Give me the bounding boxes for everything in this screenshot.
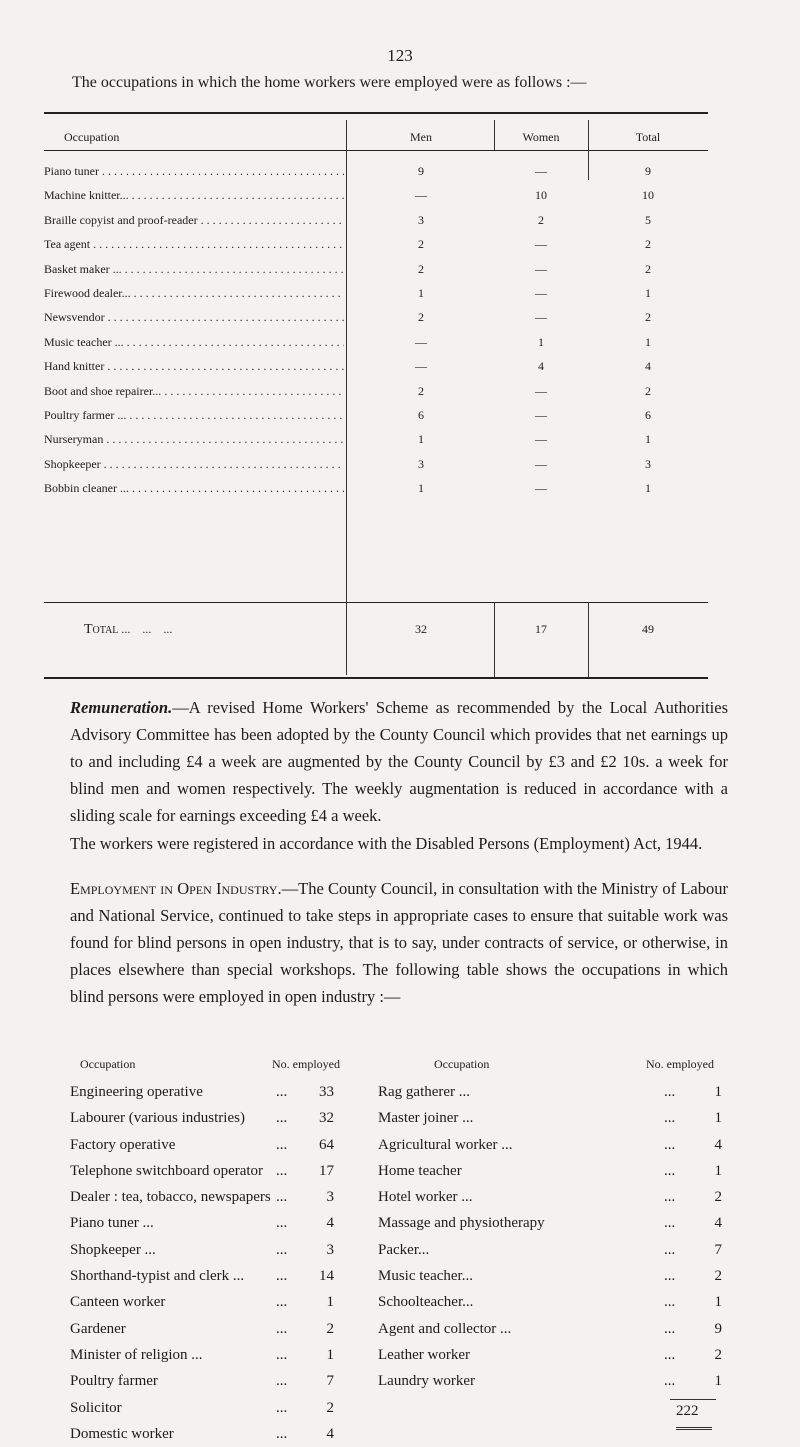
item-count: 7 — [714, 1241, 722, 1258]
row-total: 1 — [645, 481, 651, 496]
row-women: 2 — [538, 212, 544, 227]
row-men: — — [415, 334, 427, 349]
row-men: 9 — [418, 164, 424, 178]
row-men: 2 — [418, 383, 424, 398]
table-row — [44, 237, 708, 261]
item-occupation: Domestic worker — [70, 1425, 174, 1442]
table-row — [44, 481, 708, 505]
column-divider — [494, 602, 495, 677]
leader-dots: ... — [276, 1136, 288, 1153]
leader-dots: ... — [276, 1084, 288, 1100]
leader-dots: ... — [664, 1189, 676, 1206]
list-item — [378, 1316, 728, 1342]
list-item — [70, 1263, 350, 1289]
row-occupation: Braille copyist and proof-reader . . . — [44, 213, 344, 228]
list-item — [70, 1421, 350, 1447]
list-item — [70, 1210, 350, 1236]
item-count: 1 — [326, 1346, 334, 1363]
leader-dots: ... — [664, 1162, 676, 1179]
leader-dots: ... — [276, 1110, 288, 1127]
item-occupation: Agricultural worker ... — [378, 1136, 513, 1153]
leader-dots: ... — [664, 1241, 676, 1258]
item-count: 2 — [326, 1320, 334, 1337]
item-count: 2 — [714, 1189, 722, 1206]
list-item — [378, 1342, 728, 1368]
leader-dots: ... — [664, 1294, 676, 1311]
item-occupation: Factory operative — [70, 1136, 176, 1153]
row-men: — — [415, 359, 427, 374]
open-industry-paragraph — [70, 875, 728, 1010]
row-men: 2 — [418, 237, 424, 252]
table-row — [44, 384, 708, 408]
item-occupation: Solicitor — [70, 1399, 122, 1416]
table-row — [44, 188, 708, 212]
item-occupation: Packer... — [378, 1241, 430, 1258]
item-occupation: Poultry farmer — [70, 1373, 158, 1390]
row-women: — — [535, 310, 547, 325]
row-occupation: Boot and shoe repairer... . . . — [44, 384, 344, 399]
total-rule — [44, 602, 708, 603]
row-total: 6 — [645, 408, 651, 422]
row-women: 1 — [538, 334, 544, 349]
item-count: 9 — [714, 1320, 722, 1337]
list-item — [378, 1237, 728, 1263]
item-count: 1 — [714, 1084, 722, 1100]
row-occupation: Hand knitter . . . — [44, 359, 344, 374]
leader-dots: ... — [276, 1399, 288, 1416]
item-occupation: Labourer (various industries) — [70, 1110, 245, 1127]
leader-dots: ... — [276, 1294, 288, 1311]
row-women: 10 — [535, 188, 547, 203]
page-number: 123 — [387, 46, 413, 65]
total-men: 32 — [415, 622, 427, 636]
item-occupation: Shorthand-typist and clerk ... — [70, 1268, 245, 1285]
row-women: 4 — [538, 359, 544, 374]
leader-dots: ... — [276, 1320, 288, 1337]
leader-dots: ... — [664, 1346, 676, 1363]
item-occupation: Hotel worker ... — [378, 1189, 473, 1206]
item-occupation: Piano tuner ... — [70, 1215, 154, 1232]
row-women: — — [535, 261, 547, 276]
list-item — [70, 1368, 350, 1394]
item-count: 2 — [714, 1346, 722, 1363]
open-industry-text: —The County Council, in consultation with the Ministry of Labour and National Service, continued to take steps in appropriate cases to ensure that suitable work was found for blind persons in open industry, that is to say, under contracts of service, or otherwise, in places elsewhere than special workshops. The following table shows the occupations in which blind persons were employed in open industry :— — [70, 879, 728, 1006]
item-count: 1 — [714, 1110, 722, 1127]
item-count: 1 — [714, 1294, 722, 1311]
item-count: 4 — [714, 1136, 722, 1153]
header-occupation: Occupation — [64, 130, 120, 144]
row-occupation: Nurseryman . . . — [44, 432, 344, 447]
table-row — [44, 164, 708, 188]
item-count: 3 — [326, 1241, 334, 1258]
row-men: — — [415, 188, 427, 203]
item-count: 3 — [326, 1189, 334, 1206]
item-count: 1 — [714, 1373, 722, 1390]
list-item — [70, 1158, 350, 1184]
list-item — [70, 1316, 350, 1342]
list-item — [70, 1184, 350, 1210]
list-item — [378, 1263, 728, 1289]
item-occupation: Telephone switchboard operator — [70, 1162, 264, 1179]
leader-dots: ... — [276, 1268, 288, 1285]
leader-dots: ... — [276, 1162, 288, 1179]
item-occupation: Canteen worker — [70, 1294, 166, 1311]
item-occupation: Gardener — [70, 1320, 126, 1337]
row-occupation: Bobbin cleaner ... . . . — [44, 481, 344, 496]
item-count: 33 — [319, 1084, 334, 1100]
left-column — [70, 1079, 350, 1447]
item-occupation: Agent and collector ... — [378, 1320, 512, 1337]
list-item — [378, 1079, 728, 1105]
double-rule-top — [676, 1427, 712, 1428]
item-occupation: Laundry worker — [378, 1373, 476, 1390]
header-employed-left: No. employed — [272, 1057, 340, 1071]
column-divider — [588, 602, 589, 677]
list-item — [378, 1210, 728, 1236]
item-occupation: Engineering operative — [70, 1084, 203, 1100]
row-women: — — [535, 408, 547, 422]
table-row — [44, 310, 708, 334]
item-count: 1 — [326, 1294, 334, 1311]
row-women: — — [535, 432, 547, 447]
row-total: 2 — [645, 310, 651, 325]
row-women: — — [535, 164, 547, 178]
header-rule — [44, 150, 708, 151]
header-occupation-right: Occupation — [434, 1057, 490, 1071]
row-men: 1 — [418, 432, 424, 447]
item-occupation: Shopkeeper ... — [70, 1241, 156, 1258]
remuneration-heading: Remuneration. — [70, 698, 173, 717]
total-total: 49 — [642, 622, 654, 636]
item-count: 64 — [319, 1136, 334, 1153]
open-industry-heading: Employment in Open Industry. — [70, 879, 282, 898]
table-row — [44, 359, 708, 383]
row-women: — — [535, 383, 547, 398]
row-men: 2 — [418, 261, 424, 276]
header-employed-right: No. employed — [646, 1057, 714, 1071]
leader-dots: ... — [276, 1241, 288, 1258]
row-men: 2 — [418, 310, 424, 325]
table-row — [44, 432, 708, 456]
leader-dots: ... — [664, 1373, 676, 1390]
row-women: — — [535, 286, 547, 300]
row-total: 10 — [642, 188, 654, 203]
row-occupation: Machine knitter... . . . — [44, 188, 344, 203]
list-item — [70, 1342, 350, 1368]
row-women: — — [535, 481, 547, 496]
item-count: 2 — [714, 1268, 722, 1285]
list-item — [70, 1237, 350, 1263]
double-rule-bottom — [676, 1429, 712, 1430]
list-item — [378, 1184, 728, 1210]
item-count: 32 — [319, 1110, 334, 1127]
row-men: 1 — [418, 481, 424, 496]
row-total: 2 — [645, 261, 651, 276]
item-count: 17 — [319, 1162, 334, 1179]
leader-dots: ... — [664, 1110, 676, 1127]
row-occupation: Newsvendor . . . — [44, 310, 344, 325]
header-occupation-left: Occupation — [80, 1057, 136, 1071]
total-label: Total ... — [84, 622, 172, 638]
item-occupation: Schoolteacher... — [378, 1294, 474, 1311]
header-total: Total — [635, 130, 661, 144]
row-total: 9 — [645, 164, 651, 178]
leader-dots: ... — [276, 1189, 288, 1206]
row-total: 2 — [645, 383, 651, 398]
leader-dots: ... — [664, 1215, 676, 1232]
row-occupation: Poultry farmer ... . . . — [44, 408, 344, 423]
item-count: 4 — [714, 1215, 722, 1232]
table-row — [44, 457, 708, 481]
remuneration-paragraph — [70, 694, 728, 829]
leader-dots: ... — [276, 1373, 288, 1390]
sum-rule — [670, 1399, 716, 1400]
row-occupation: Shopkeeper . . . — [44, 457, 344, 472]
row-occupation: Piano tuner . . . — [44, 164, 344, 179]
leader-dots: ... — [276, 1215, 288, 1232]
item-count: 4 — [326, 1425, 334, 1442]
row-total: 3 — [645, 456, 651, 471]
row-women: — — [535, 237, 547, 252]
item-occupation: Minister of religion ... — [70, 1346, 203, 1363]
table-row — [44, 262, 708, 286]
row-occupation: Basket maker ... . . . — [44, 262, 344, 277]
row-men: 6 — [418, 408, 424, 422]
item-count: 14 — [319, 1268, 334, 1285]
table-top-rule — [44, 112, 708, 114]
right-column — [378, 1079, 728, 1395]
row-total: 5 — [645, 212, 651, 227]
row-total: 4 — [645, 359, 651, 374]
item-count: 2 — [326, 1399, 334, 1416]
row-men: 1 — [418, 286, 424, 300]
row-occupation: Firewood dealer... . . . — [44, 286, 344, 301]
header-women: Women — [522, 130, 560, 144]
header-men: Men — [410, 130, 432, 144]
leader-dots: ... — [664, 1320, 676, 1337]
list-item — [70, 1105, 350, 1131]
item-count: 7 — [326, 1373, 334, 1390]
list-item — [378, 1132, 728, 1158]
list-item — [70, 1289, 350, 1315]
list-item — [70, 1132, 350, 1158]
leader-dots: ... — [664, 1136, 676, 1153]
list-item — [378, 1368, 728, 1394]
item-occupation: Music teacher... — [378, 1268, 473, 1285]
registered-paragraph: The workers were registered in accordance with the Disabled Persons (Employment) Act, 1944. — [70, 834, 703, 853]
item-count: 1 — [714, 1162, 722, 1179]
table-row — [44, 286, 708, 310]
row-total: 1 — [645, 334, 651, 349]
list-item — [378, 1105, 728, 1131]
item-occupation: Rag gatherer ... — [378, 1084, 471, 1100]
item-occupation: Leather worker — [378, 1346, 471, 1363]
intro-text: The occupations in which the home workers were employed were as follows :— — [72, 74, 587, 91]
row-men: 3 — [418, 212, 424, 227]
table-row — [44, 213, 708, 237]
item-occupation: Home teacher — [378, 1162, 462, 1179]
leader-dots: ... — [276, 1425, 288, 1442]
item-occupation: Massage and physiotherapy — [378, 1215, 545, 1232]
grand-total: 222 — [676, 1403, 699, 1419]
row-men: 3 — [418, 456, 424, 471]
row-total: 1 — [645, 432, 651, 447]
total-women: 17 — [535, 622, 547, 636]
table-row — [44, 335, 708, 359]
item-occupation: Master joiner ... — [378, 1110, 474, 1127]
list-item — [70, 1079, 350, 1105]
row-total: 2 — [645, 237, 651, 252]
item-count: 4 — [326, 1215, 334, 1232]
item-occupation: Dealer : tea, tobacco, newspapers — [70, 1189, 271, 1206]
list-item — [378, 1289, 728, 1315]
table-row — [44, 408, 708, 432]
table-bottom-rule — [44, 677, 708, 679]
list-item — [378, 1158, 728, 1184]
row-women: — — [535, 456, 547, 471]
leader-dots: ... — [664, 1268, 676, 1285]
row-occupation: Tea agent . . . — [44, 237, 344, 252]
remuneration-text: —A revised Home Workers' Scheme as recommended by the Local Authorities Advisory Committee has been adopted by the County Council which provides that net earnings up to and including £4 a week are augmented by the County Council by £3 and £2 10s. a week for blind men and women respectively. The weekly augmentation is reduced in accordance with a sliding scale for earnings exceeding £4 a week. — [70, 698, 728, 825]
row-total: 1 — [645, 286, 651, 300]
leader-dots: ... — [276, 1346, 288, 1363]
row-occupation: Music teacher ... . . . — [44, 335, 344, 350]
leader-dots: ... — [664, 1084, 676, 1100]
